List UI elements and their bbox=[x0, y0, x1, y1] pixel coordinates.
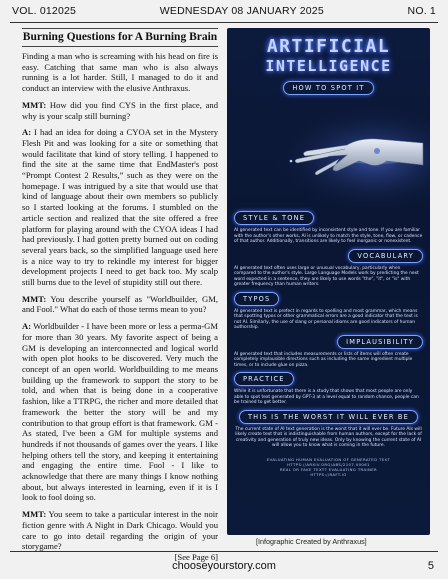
interview-article bbox=[22, 28, 218, 562]
answer-2 bbox=[22, 321, 218, 503]
citation-line: HTTPS://RAFT.IO bbox=[310, 471, 347, 477]
section-text: AI generated text is prefect in regards to spelling and most grammar, which means that spotting typos or other grammatical errors are a good indicator that the text is not AI. Similarly, the use of slang or personal idioms are good indicators of human authorship. bbox=[234, 308, 418, 330]
question-2 bbox=[22, 294, 218, 315]
question-text: You seem to take a particular interest in the noir fiction genre with A Night in Dark Chicago. Would you care to go into detail regarding the origin of your storygame? bbox=[22, 509, 218, 552]
section-label: PRACTICE bbox=[234, 372, 294, 386]
infographic-citations bbox=[249, 457, 409, 477]
bottom-divider bbox=[10, 551, 438, 552]
masthead bbox=[0, 0, 448, 22]
citation-line: EVALUATING HUMAN EVALUATION OF GENERATED TEXT bbox=[266, 456, 391, 462]
question-text: You describe yourself as "Worldbuilder, GM, and Fool." What do each of those terms mean to you? bbox=[22, 293, 218, 315]
section-worst-it-will-be bbox=[227, 410, 430, 449]
continued-reference: [See Page 6] bbox=[174, 551, 218, 562]
ai-infographic bbox=[227, 28, 430, 535]
site-url: chooseyourstory.com bbox=[172, 560, 276, 572]
section-label: VOCABULARY bbox=[348, 249, 423, 263]
infographic-credit: [Infographic Created by Anthraxus] bbox=[256, 537, 367, 546]
answer-1 bbox=[22, 127, 218, 288]
section-text: AI generated text that includes measurements or lists of items will often create completely implausible directions such as including the same ingredient multiple times, or to include glue on pizza. bbox=[234, 351, 413, 368]
section-label: STYLE & TONE bbox=[234, 211, 314, 225]
section-text: While it is unfortunate that there is a study that shows that most people are only able to spot text generated by GPT-3 at a level equal to random chance, people can be trained to get better. bbox=[234, 389, 419, 405]
section-implausibility bbox=[227, 335, 430, 369]
section-label: TYPOS bbox=[234, 292, 279, 306]
section-label: IMPLAUSIBILITY bbox=[337, 335, 423, 349]
section-label: THIS IS THE WORST IT WILL EVER BE bbox=[239, 410, 418, 424]
question-label: MMT: bbox=[22, 509, 47, 520]
infographic-subtitle: HOW TO SPOT IT bbox=[283, 81, 373, 95]
citation-line: HTTPS://ARXIV.ORG/ABS/2107.00061 bbox=[287, 461, 370, 467]
section-text: AI generated text often uses large or unusual vocabulary, particularly when compared to the author's style. Large Language Models work by predicting the next word expected in a sentence, they are likely to use words "the", "it", or "is" with greater frequency than human writers. bbox=[234, 265, 419, 287]
answer-label: A: bbox=[22, 321, 32, 332]
question-label: MMT: bbox=[22, 99, 47, 110]
question-1 bbox=[22, 100, 218, 121]
page-number: 5 bbox=[427, 560, 434, 572]
citation-line: REAL OR FAKE TEXT? EVALUATING TRAINER bbox=[279, 466, 378, 472]
article-headline: Burning Questions for A Burning Brain bbox=[22, 28, 218, 47]
question-text: How did you find CYS in the first place, and why is your scalp still burning? bbox=[22, 99, 218, 121]
section-style-tone bbox=[227, 211, 430, 245]
question-label: MMT: bbox=[22, 293, 47, 304]
infographic-title-line2: INTELLIGENCE bbox=[265, 57, 392, 75]
volume-number: VOL. 012025 bbox=[12, 5, 77, 17]
answer-label: A: bbox=[22, 127, 32, 138]
section-text: The current state of AI text generation is the worst that it will ever be. Future AIs will likely create text that is indistinguishable from human authors, except for the lack of creativity and generation of truly new ideas. Only by knowing the current state of AI will allow you to know what is coming in the future. bbox=[235, 426, 422, 448]
section-practice bbox=[227, 372, 430, 406]
section-typos bbox=[227, 292, 430, 331]
page-footer bbox=[0, 556, 448, 576]
robot-hand-icon bbox=[227, 99, 430, 207]
answer-text: I had an idea for doing a CYOA set in the Mystery Flesh Pit and was looking for a site or something that would facilitate that kind of story telling. I happened to find the site at the same time that EndMaster's post “Prompt Contest 2 Results,” such as they were on the homepage. I was intrigued by a site that would use that kind of language about their own members so publicly so I started looking at the forums. I stumbled on the article section and realized that the site offered a free platform for playing around with the CYOA ideas I had had previously. I had gotten pretty burned out on coding several years back, so the simplified language used here is a nice way to try to rekindle my interest for bigger development projects I need to get back too. My scalp still burns due to the level of stupidity still out there. bbox=[22, 127, 218, 288]
answer-text: Worldbuilder - I have been more or less a perma-GM for more than 30 years. My favorite aspect of being a GM is developing an interconnected and logical world with open plot hooks to be discovered. Very much the concept of an open world. Worldbuilding to me means building up the framework to support the story to be told, and when that is being done in a cooperative fashion, like a TTRPG, the richer and more detailed that framework the better the story will be and my contribution to that group effort is that framework. GM - As stated, I've been a GM for multiple systems and hundreds if not thousands of games over the years. I like helping others tell the story, and keeping it entertaining and engaging the entire time. Fool - I like to acknowledge that there are many things I know nothing about, but always interested in learning, even if it is I look to fool doing so. bbox=[22, 321, 218, 503]
issue-number: NO. 1 bbox=[407, 5, 436, 17]
infographic-title-line1: ARTIFICIAL bbox=[266, 36, 391, 57]
top-divider bbox=[10, 22, 438, 23]
robot-hand-illustration bbox=[227, 99, 430, 207]
question-3 bbox=[22, 509, 218, 552]
article-intro: Finding a man who is screaming with his head on fire is easy. Catching that same man who is also always running is a lot harder. Still, I managed to do it and conduct an interview with the elusive Anthraxus. bbox=[22, 51, 218, 94]
issue-date: WEDNESDAY 08 JANUARY 2025 bbox=[159, 5, 324, 17]
section-text: AI generated text can be identified by inconsistent style and tone. If you are familiar with the author's other works, AI is unlikely to match the style, tone, flow, or cadence of that author. Additionally, transitions are likely to feel inorganic or nonexistent. bbox=[234, 228, 423, 244]
section-vocabulary bbox=[227, 249, 430, 288]
